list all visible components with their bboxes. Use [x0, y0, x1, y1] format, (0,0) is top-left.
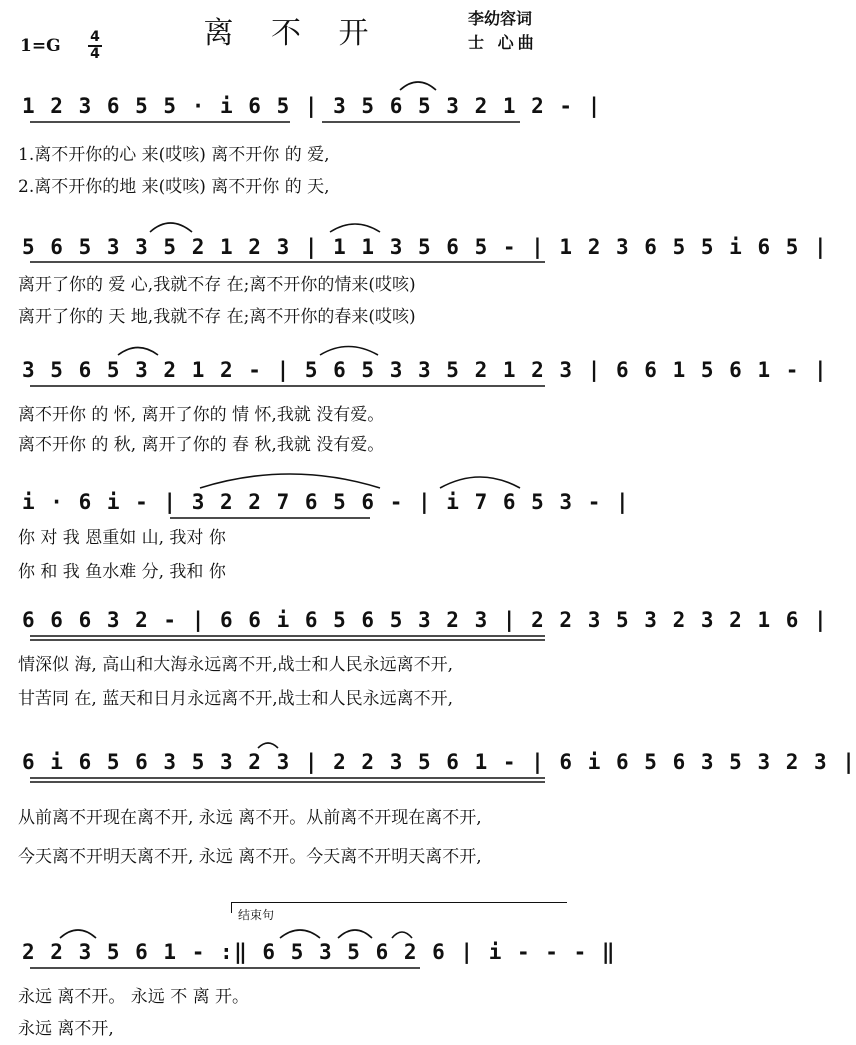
notation-line-5: 6 6 6 3 2 - | 6 6 i 6 5 6 5 3 2 3 | 2 2 3 5 3 2 3 2 1 6 | — [22, 608, 829, 632]
notation-line-6: 6 i 6 5 6 3 5 3 2 3 | 2 2 3 5 6 1 - | 6 i 6 5 6 3 5 3 2 3 | — [22, 750, 856, 774]
tie-arc — [258, 743, 278, 748]
notation-line-7: 2 2 3 5 6 1 - :‖ 6 5 3 5 6 2 6 | i - - - ‖ — [22, 940, 617, 964]
tie-arc — [392, 932, 412, 938]
time-signature — [88, 30, 102, 62]
lyric-line-3-verse-2: 离不开你 的 秋, 离开了你的 春 秋,我就 没有爱。 — [18, 435, 385, 455]
composer-credit: 士 心曲 — [468, 33, 538, 52]
tie-arc — [338, 930, 372, 938]
tie-arc — [280, 930, 320, 938]
song-title: 离 不 开 — [203, 16, 383, 51]
time-signature-top: 4 — [90, 29, 100, 45]
lyric-line-6-verse-1: 从前离不开现在离不开, 永远 离不开。从前离不开现在离不开, — [18, 808, 482, 828]
lyric-line-5-verse-2: 甘苦同 在, 蓝天和日月永远离不开,战士和人民永远离不开, — [18, 689, 454, 709]
ending-label: 结束句 — [238, 908, 275, 922]
lyric-line-2-verse-2: 离开了你的 天 地,我就不存 在;离不开你的春来(哎咳) — [18, 307, 416, 327]
notation-line-3: 3 5 6 5 3 2 1 2 - | 5 6 5 3 3 5 2 1 2 3 | 6 6 1 5 6 1 - | — [22, 358, 829, 382]
ending-bracket — [231, 902, 567, 913]
notation-line-1: 1 2 3 6 5 5 · i 6 5 | 3 5 6 5 3 2 1 2 - | — [22, 94, 602, 118]
lyric-line-4-verse-2: 你 和 我 鱼水难 分, 我和 你 — [18, 562, 226, 582]
tie-arc — [320, 347, 378, 356]
tie-arc — [60, 930, 96, 938]
tie-arc — [118, 348, 158, 356]
lyric-line-3-verse-1: 离不开你 的 怀, 离开了你的 情 怀,我就 没有爱。 — [18, 405, 385, 425]
lyric-line-2-verse-1: 离开了你的 爱 心,我就不存 在;离不开你的情来(哎咳) — [18, 275, 416, 295]
lyric-line-4-verse-1: 你 对 我 恩重如 山, 我对 你 — [18, 528, 226, 548]
lyric-line-5-verse-1: 情深似 海, 高山和大海永远离不开,战士和人民永远离不开, — [18, 655, 454, 675]
time-signature-bottom: 4 — [90, 46, 100, 62]
slur-arc — [440, 477, 520, 488]
notation-line-2: 5 6 5 3 3 5 2 1 2 3 | 1 1 3 5 6 5 - | 1 2 3 6 5 5 i 6 5 | — [22, 235, 829, 259]
lyric-line-7-verse-1: 永远 离不开。 永远 不 离 开。 — [18, 987, 250, 1007]
lyric-line-1-verse-1: 1.离不开你的心 来(哎咳) 离不开你 的 爱, — [18, 145, 330, 165]
lyric-line-1-verse-2: 2.离不开你的地 来(哎咳) 离不开你 的 天, — [18, 177, 330, 197]
tie-arc — [330, 224, 380, 232]
slur-arc — [200, 474, 380, 488]
lyric-line-7-verse-2: 永远 离不开, — [18, 1019, 114, 1039]
lyricist-credit: 李幼容词 — [468, 9, 533, 28]
lyric-line-6-verse-2: 今天离不开明天离不开, 永远 离不开。今天离不开明天离不开, — [18, 847, 482, 867]
key-signature: 1=G — [20, 36, 61, 56]
notation-line-4: i · 6 i - | 3 2 2 7 6 5 6 - | i 7 6 5 3 - | — [22, 490, 631, 514]
tie-arc — [150, 223, 192, 232]
tie-arc — [400, 82, 436, 90]
